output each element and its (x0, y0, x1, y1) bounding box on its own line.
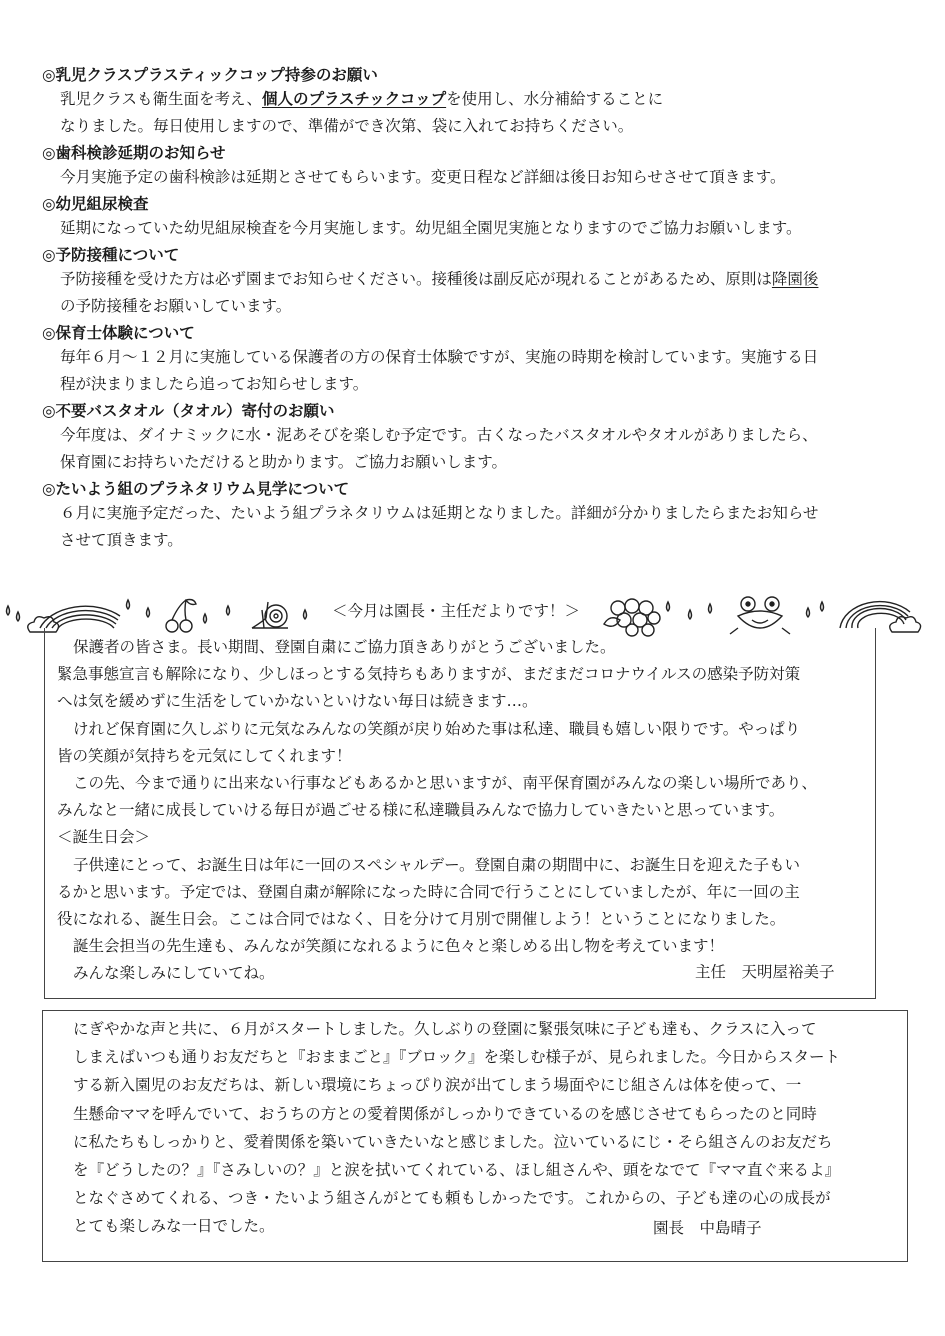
notice-title: ◎たいよう組のプラネタリウム見学について (42, 480, 350, 498)
notice-line: ６月に実施予定だった、たいよう組プラネタリウムは延期となりました。詳細が分かりましたらまたお知らせ (60, 504, 819, 522)
message-line: とても楽しみな一日でした。 (73, 1217, 275, 1236)
raindrop-icon (304, 610, 307, 619)
message-line: けれど保育園に久しぶりに元気なみんなの笑顔が戻り始めた事は私達、職員も嬉しい限りです。やっぱり (73, 719, 801, 738)
raindrop-icon (689, 610, 692, 619)
notice-text: 乳児クラスも衛生面を考え、 (60, 90, 262, 108)
notice-text: を使用し、水分補給することに (446, 90, 664, 108)
notice-line: 程が決まりましたら追ってお知らせします。 (60, 375, 369, 393)
raindrop-icon (227, 606, 230, 615)
notice-list (42, 62, 902, 554)
notice-text: 予防接種を受けた方は必ず園までお知らせください。接種後は副反応が現れることがあるため、原則は (60, 270, 772, 288)
message-line: する新入園児のお友だちは、新しい環境にちょっぴり涙が出てしまう場面やにじ組さんは体を使って、一 (73, 1076, 802, 1095)
message-line: にぎやかな声と共に、６月がスタートしました。久しぶりの登園に緊張気味に子ども達も、クラスに入って (73, 1020, 817, 1038)
notice-title: ◎乳児クラスプラスティックコップ持参のお願い (42, 66, 378, 84)
raindrop-icon (7, 606, 10, 615)
message-line: 緊急事態宣言も解除になり、少しほっとする気持ちもありますが、まだまだコロナウイルスの感染予防対策 (57, 665, 801, 684)
notice-line: させて頂きます。 (60, 531, 183, 549)
notice-title: ◎不要バスタオル（タオル）寄付のお願い (42, 402, 335, 420)
head-teacher-message-box (44, 628, 876, 999)
raindrop-icon (667, 602, 670, 611)
message-line: に私たちもしっかりと、愛着関係を築いていきたいなと感じました。泣いているにじ・そら組さんのお友だち (73, 1132, 833, 1151)
message-line: るかと思います。予定では、登園自粛が解除になった時に合同で行うことにしていましたが、年に一回の主 (57, 882, 800, 901)
notice-title: ◎幼児組尿検査 (42, 195, 149, 213)
notice-title: ◎保育士体験について (42, 324, 195, 342)
birthday-section-heading: ＜誕生日会＞ (57, 828, 151, 847)
notice-line: 延期になっていた幼児組尿検査を今月実施します。幼児組全園児実施となりますのでご協力お願いします。 (60, 219, 802, 237)
principal-signature: 園長 中島晴子 (653, 1219, 762, 1237)
message-line: へは気を緩めずに生活をしていかないといけない毎日は続きます…。 (57, 692, 538, 711)
message-line: みんなと一緒に成長していける毎日が過ごせる様に私達職員みんなで協力していきたいと思っています。 (57, 801, 785, 820)
message-line: この先、今まで通りに出来ない行事などもあるかと思いますが、南平保育園がみんなの楽しい場所であり、 (73, 773, 818, 792)
notice-emphasis: 降園後 (771, 270, 819, 288)
banner-title: ＜今月は園長・主任だよりです！＞ (326, 600, 586, 622)
message-line: 生懸命ママを呼んでいて、おうちの方との愛着関係がしっかりできているのを感じさせてもらったのと同時 (73, 1104, 817, 1123)
notice-line (42, 86, 902, 113)
notice-line: なりました。毎日使用しますので、準備ができ次第、袋に入れてお持ちください。 (60, 117, 634, 135)
message-line: 誕生会担当の先生達も、みんなが笑顔になれるように色々と楽しめる出し物を考えています！ (73, 937, 725, 956)
raindrop-icon (127, 600, 130, 609)
principal-message-box (42, 1010, 908, 1262)
rainbow-icon (840, 602, 910, 628)
raindrop-icon (17, 612, 20, 621)
notice-item (42, 400, 902, 476)
notice-title: ◎予防接種について (42, 246, 180, 264)
notice-item (42, 193, 902, 242)
notice-item (42, 64, 902, 140)
message-line: みんな楽しみにしていてね。 (73, 964, 275, 983)
message-line: となぐさめてくれる、つき・たいよう組さんがとても頼もしかったです。これからの、子ども達の心の成長が (73, 1189, 831, 1208)
raindrop-icon (204, 614, 207, 623)
notice-item (42, 478, 902, 554)
message-line: 皆の笑顔が気持ちを元気にしてくれます！ (57, 746, 352, 765)
notice-line: 今年度は、ダイナミックに水・泥あそびを楽しむ予定です。古くなったバスタオルやタオルがありましたら、 (60, 426, 818, 444)
raindrop-icon (821, 602, 824, 611)
notice-line (42, 266, 902, 293)
notice-item (42, 244, 902, 320)
head-teacher-message (57, 634, 869, 987)
raindrop-icon (807, 608, 810, 617)
head-teacher-signature: 主任 天明屋裕美子 (695, 963, 835, 981)
raindrop-icon (147, 608, 150, 617)
notice-line: の予防接種をお願いしています。 (60, 297, 292, 315)
notice-item (42, 142, 902, 191)
notice-item (42, 322, 902, 398)
notice-line: 今月実施予定の歯科検診は延期とさせてもらいます。変更日程など詳細は後日お知らせさせて頂きます。 (60, 168, 786, 186)
notice-title: ◎歯科検診延期のお知らせ (42, 144, 226, 162)
principal-message (73, 1015, 899, 1241)
notice-emphasis: 個人のプラスチックコップ (261, 90, 447, 108)
message-line: 保護者の皆さま。長い期間、登園自粛にご協力頂きありがとうございました。 (73, 638, 616, 656)
snail-icon (252, 602, 288, 628)
message-line: しまえばいつも通りお友だちと『おままごと』『ブロック』を楽しむ様子が、見られました。今日からスタート (73, 1048, 840, 1067)
message-line: 役になれる、誕生日会。ここは合同ではなく、日を分けて月別で開催しよう！ということになりました。 (57, 909, 786, 928)
notice-line: 保育園にお持ちいただけると助かります。ご協力お願いします。 (60, 453, 508, 471)
message-line: 子供達にとって、お誕生日は年に一回のスペシャルデー。登園自粛の期間中に、お誕生日を迎えた子もい (73, 855, 800, 874)
notice-line: 毎年６月～１２月に実施している保護者の方の保育士体験ですが、実施の時期を検討しています。実施する日 (60, 348, 819, 366)
raindrop-icon (709, 604, 712, 613)
message-line: を『どうしたの？』『さみしいの？』と涙を拭いてくれている、ほし組さんや、頭をなでて『ママ直ぐ来るよ』 (73, 1160, 840, 1179)
